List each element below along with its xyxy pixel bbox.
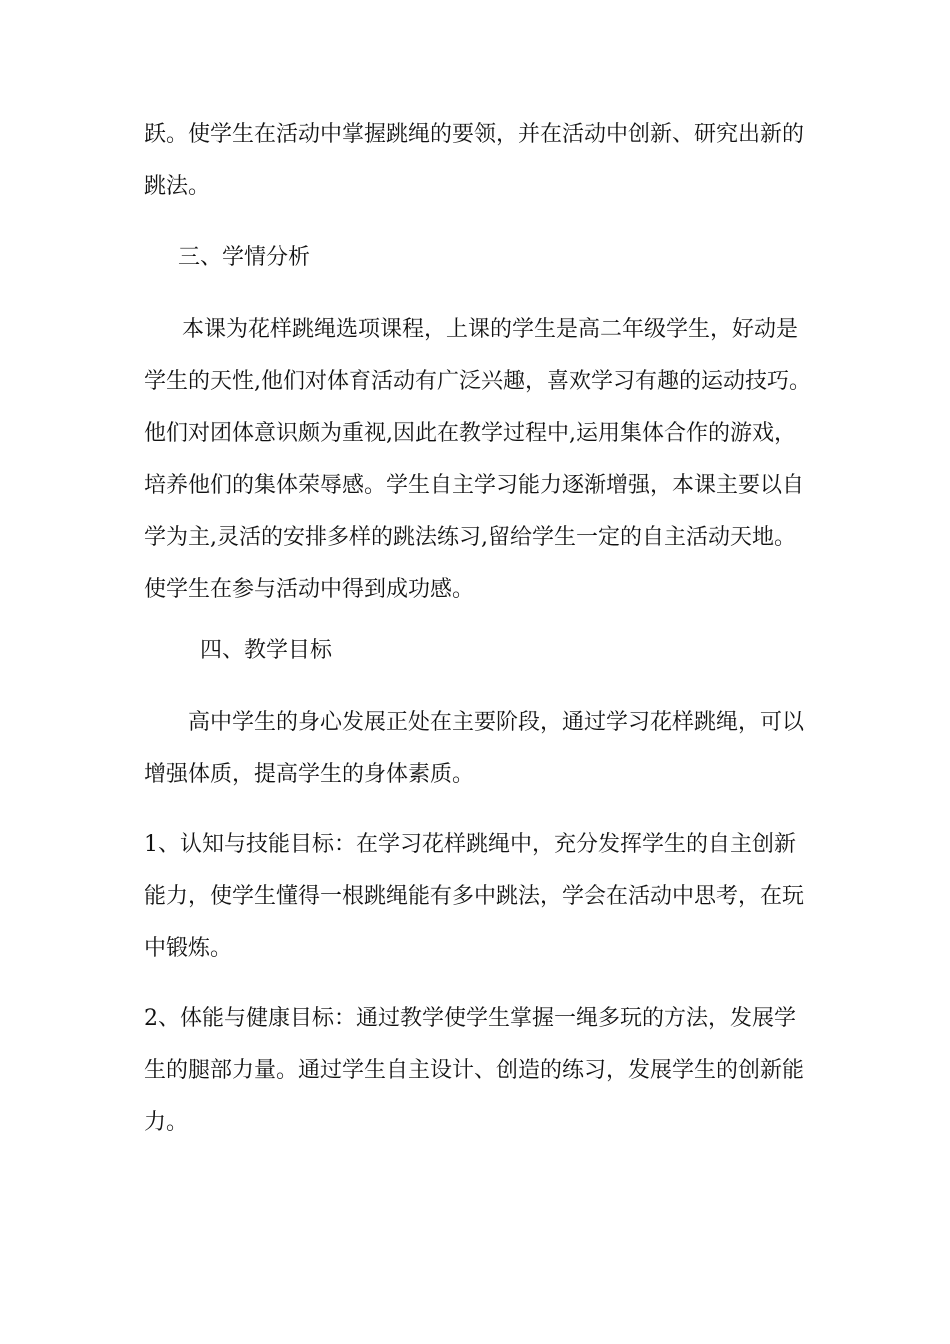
- text-line: 2、体能与健康目标：通过教学使学生掌握一绳多玩的方法，发展学: [144, 1006, 796, 1031]
- text-line: 学为主,灵活的安排多样的跳法练习,留给学生一定的自主活动天地。: [144, 525, 796, 550]
- text-line: 1、认知与技能目标：在学习花样跳绳中，充分发挥学生的自主创新: [144, 832, 796, 857]
- text-line: 学生的天性,他们对体育活动有广泛兴趣，喜欢学习有趣的运动技巧。: [144, 369, 811, 394]
- text-line: 本课为花样跳绳选项课程，上课的学生是高二年级学生，好动是: [182, 317, 799, 342]
- text-line: 使学生在参与活动中得到成功感。: [144, 577, 475, 602]
- text-line: 他们对团体意识颇为重视,因此在教学过程中,运用集体合作的游戏，: [144, 421, 796, 446]
- text-line: 高中学生的身心发展正处在主要阶段，通过学习花样跳绳，可以: [188, 710, 805, 735]
- section-heading: 四、教学目标: [200, 638, 333, 663]
- text-line: 培养他们的集体荣辱感。学生自主学习能力逐渐增强，本课主要以自: [144, 473, 805, 498]
- text-line: 跳法。: [144, 174, 211, 199]
- text-line: 跃。使学生在活动中掌握跳绳的要领，并在活动中创新、研究出新的: [144, 122, 805, 147]
- text-line: 生的腿部力量。通过学生自主设计、创造的练习，发展学生的创新能: [144, 1058, 805, 1083]
- section-heading: 三、学情分析: [178, 245, 311, 270]
- text-line: 中锻炼。: [144, 936, 233, 961]
- text-line: 增强体质，提高学生的身体素质。: [144, 762, 475, 787]
- text-line: 力。: [144, 1110, 189, 1135]
- text-line: 能力，使学生懂得一根跳绳能有多中跳法，学会在活动中思考，在玩: [144, 884, 805, 909]
